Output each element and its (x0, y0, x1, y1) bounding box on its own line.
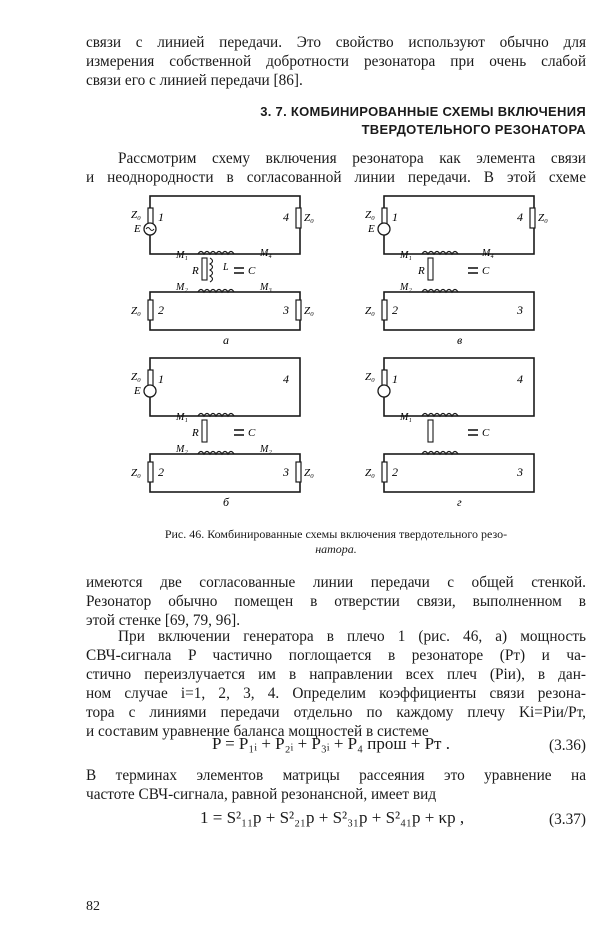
svg-text:2: 2 (392, 303, 398, 317)
svg-text:Z₀: Z₀ (365, 371, 375, 383)
panel-b (131, 358, 314, 509)
svg-text:Z₀: Z₀ (365, 467, 375, 479)
figure-caption-line-2: натора. (315, 542, 357, 556)
svg-text:C: C (248, 427, 256, 439)
figure-46-circuits (0, 190, 607, 520)
panel-g (365, 358, 534, 509)
panel-a-label: а (223, 333, 229, 347)
svg-text:2: 2 (158, 303, 164, 317)
svg-text:M₄: M₄ (260, 248, 272, 259)
svg-text:1: 1 (158, 372, 164, 386)
para2-line-3: этой стенке [69, 79, 96]. (86, 612, 241, 629)
svg-text:Z₀: Z₀ (304, 305, 314, 317)
intro-line-3: связи его с линией передачи [86]. (86, 72, 303, 89)
svg-text:2: 2 (158, 465, 164, 479)
svg-text:M₁: M₁ (176, 412, 188, 423)
equation-3-37-number: (3.37) (549, 811, 586, 828)
svg-text:Z₀: Z₀ (131, 305, 141, 317)
para2-line-2: Резонатор обычно помещен в отверстии связи, выполненном в (86, 593, 586, 610)
page-number: 82 (86, 899, 100, 914)
svg-text:C: C (482, 427, 490, 439)
svg-text:M₂: M₂ (400, 282, 412, 293)
svg-text:Z₀: Z₀ (131, 371, 141, 383)
svg-text:4: 4 (517, 372, 523, 386)
svg-text:M₁: M₁ (176, 250, 188, 261)
r-label: R (192, 265, 199, 277)
panel-a (131, 196, 314, 347)
svg-text:3: 3 (517, 465, 523, 479)
para3-line-4: ном случае i=1, 2, 3, 4. Определим коэффициенты связи резона- (86, 685, 586, 702)
para2-line-1: имеются две согласованные линии передачи с общей стенкой. (86, 574, 586, 591)
svg-text:M₁: M₁ (400, 250, 412, 261)
para1-line-1: Рассмотрим схему включения резонатора как элемента связи (118, 150, 586, 167)
equation-3-36-number: (3.36) (549, 737, 586, 754)
svg-text:L: L (223, 262, 229, 273)
e-label: E (134, 223, 141, 235)
svg-text:M₁: M₁ (400, 412, 412, 423)
svg-text:M₃: M₃ (260, 282, 272, 293)
port-4-label: 4 (283, 210, 289, 224)
svg-text:R: R (418, 265, 425, 277)
svg-text:Z₀: Z₀ (538, 212, 548, 224)
section-heading-line-1: 3. 7. КОМБИНИРОВАННЫЕ СХЕМЫ ВКЛЮЧЕНИЯ (260, 104, 586, 119)
para4-line-1: В терминах элементов матрицы рассеяния это уравнение на (86, 767, 586, 784)
svg-text:M₂: M₂ (176, 282, 188, 293)
svg-text:R: R (192, 427, 199, 439)
panel-v (365, 196, 548, 347)
para3-line-3: стично переизлучается им в направлении всех плеч (Piи), в дан- (86, 666, 586, 683)
para4-line-2: частоте СВЧ-сигнала, равной резонансной, имеет вид (86, 786, 437, 803)
equation-3-36: P = P₁ᵢ + P₂ᵢ + P₃ᵢ + P₄ прош + Pт . (212, 734, 450, 753)
port-1-label: 1 (158, 210, 164, 224)
svg-text:2: 2 (392, 465, 398, 479)
svg-text:Z₀: Z₀ (304, 467, 314, 479)
svg-text:Z₀: Z₀ (131, 467, 141, 479)
figure-caption-line-1: Рис. 46. Комбинированные схемы включения твердотельного резо- (164, 527, 508, 541)
panel-v-label: в (457, 333, 463, 347)
c-label: C (248, 265, 256, 277)
svg-text:M₂: M₂ (260, 444, 272, 455)
svg-text:M₂: M₂ (176, 444, 188, 455)
intro-line-1: связи с линией передачи. Это свойство используют обычно для (86, 34, 586, 51)
z0-label: Z₀ (131, 209, 141, 221)
section-heading-line-2: ТВЕРДОТЕЛЬНОГО РЕЗОНАТОРА (361, 122, 586, 137)
svg-text:1: 1 (392, 210, 398, 224)
svg-text:Z₀: Z₀ (365, 305, 375, 317)
equation-3-37: 1 = S²₁₁р + S²₂₁р + S²₃₁р + S²₄₁р + κр , (200, 808, 465, 827)
svg-text:1: 1 (392, 372, 398, 386)
svg-text:4: 4 (517, 210, 523, 224)
svg-text:C: C (482, 265, 490, 277)
para3-line-6: и составим уравнение баланса мощностей в системе (86, 723, 429, 740)
panel-g-label: г (457, 495, 462, 509)
svg-text:E: E (368, 223, 375, 235)
svg-text:3: 3 (517, 303, 523, 317)
para1-line-2: и неоднородности в согласованной линии передачи. В этой схеме (86, 169, 586, 186)
svg-text:E: E (134, 385, 141, 397)
svg-text:Z₀: Z₀ (304, 212, 314, 224)
svg-text:M₄: M₄ (482, 248, 494, 259)
svg-text:3: 3 (283, 303, 289, 317)
para3-line-2: СВЧ-сигнала P частично поглощается в резонаторе (Pт) и ча- (86, 647, 586, 664)
para3-line-1: При включении генератора в плечо 1 (рис. 46, а) мощность (118, 628, 586, 645)
svg-text:4: 4 (283, 372, 289, 386)
svg-text:3: 3 (283, 465, 289, 479)
para3-line-5: тора с линиями передачи отдельно по каждому плечу Ki=Piи/Pт, (86, 704, 586, 721)
intro-line-2: измерения собственной добротности резонатора при очень слабой (86, 53, 586, 70)
panel-b-label: б (223, 495, 230, 509)
svg-text:Z₀: Z₀ (365, 209, 375, 221)
